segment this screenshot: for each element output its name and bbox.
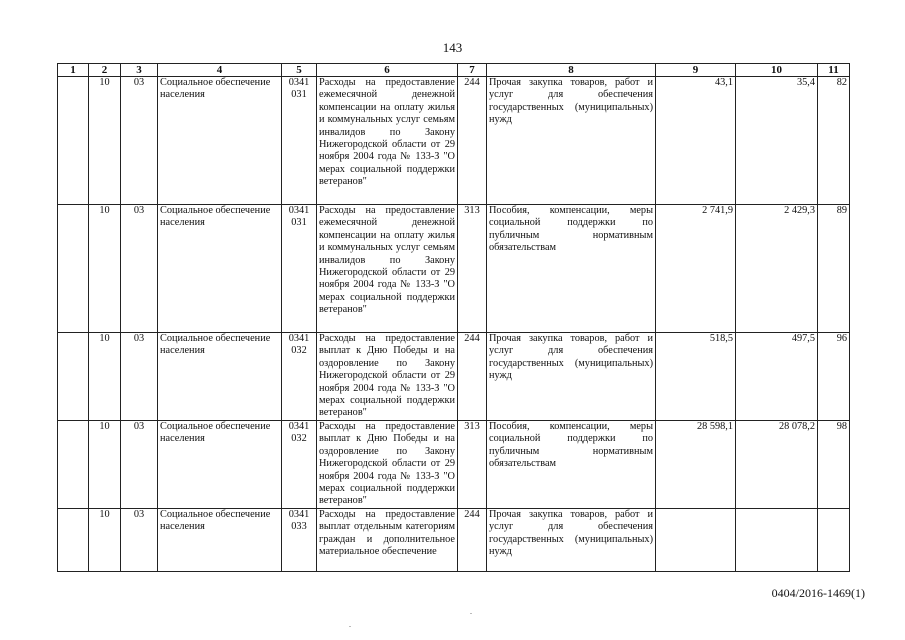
subsection-cell: 03 (121, 333, 158, 421)
column-header: 5 (282, 64, 317, 77)
table-row (58, 205, 850, 333)
expense-type-name-cell: Пособия, компенсации, меры социальной поддержки по публичным нормативным обязательствам (487, 205, 656, 333)
page-number: 143 (442, 40, 463, 55)
table-row (58, 333, 850, 421)
expense-description-cell: Расходы на предоставление выплат отдельным категориям граждан и дополнительное материальное обеспечение (317, 509, 458, 572)
section-cell: 10 (89, 421, 121, 509)
column-header: 9 (656, 64, 736, 77)
planned-amount-cell: 518,5 (656, 333, 736, 421)
column-header: 1 (58, 64, 89, 77)
actual-amount-cell: 497,5 (736, 333, 818, 421)
row-number-cell (58, 333, 89, 421)
planned-amount-cell: 2 741,9 (656, 205, 736, 333)
percent-cell (818, 509, 850, 572)
column-header: 10 (736, 64, 818, 77)
document-code: 0404/2016-1469(1) (771, 586, 865, 600)
planned-amount-cell: 43,1 (656, 77, 736, 205)
expense-type-code-cell: 313 (458, 205, 487, 333)
percent-cell: 82 (818, 77, 850, 205)
header-row (58, 64, 850, 77)
subsection-cell: 03 (121, 77, 158, 205)
expense-type-name-cell: Прочая закупка товаров, работ и услуг для обеспечения государственных (муниципальных) нужд (487, 509, 656, 572)
actual-amount-cell: 28 078,2 (736, 421, 818, 509)
section-cell: 10 (89, 205, 121, 333)
expense-type-name-cell: Прочая закупка товаров, работ и услуг для обеспечения государственных (муниципальных) нужд (487, 333, 656, 421)
actual-amount-cell: 35,4 (736, 77, 818, 205)
percent-cell: 98 (818, 421, 850, 509)
percent-cell: 96 (818, 333, 850, 421)
expense-type-code-cell: 244 (458, 333, 487, 421)
section-name-cell: Социальное обеспечение населения (158, 333, 282, 421)
target-article-cell: 0341 033 (282, 509, 317, 572)
expense-type-code-cell: 244 (458, 77, 487, 205)
expense-description-cell: Расходы на предоставление ежемесячной денежной компенсации на оплату жилья и коммунальных услуг семьям инвалидов по Закону Нижегородской области от 29 ноября 2004 года № 133-З "О мерах социальной поддержки ветеранов" (317, 205, 458, 333)
scan-speck (349, 626, 351, 627)
column-header: 8 (487, 64, 656, 77)
target-article-cell: 0341 032 (282, 333, 317, 421)
table-row (58, 421, 850, 509)
column-header: 2 (89, 64, 121, 77)
column-header: 11 (818, 64, 850, 77)
subsection-cell: 03 (121, 205, 158, 333)
budget-table (57, 63, 850, 572)
expense-type-code-cell: 244 (458, 509, 487, 572)
row-number-cell (58, 77, 89, 205)
column-header: 6 (317, 64, 458, 77)
row-number-cell (58, 509, 89, 572)
scan-speck (470, 613, 472, 614)
row-number-cell (58, 205, 89, 333)
actual-amount-cell: 2 429,3 (736, 205, 818, 333)
target-article-cell: 0341 032 (282, 421, 317, 509)
subsection-cell: 03 (121, 421, 158, 509)
section-cell: 10 (89, 509, 121, 572)
section-name-cell: Социальное обеспечение населения (158, 421, 282, 509)
subsection-cell: 03 (121, 509, 158, 572)
expense-type-name-cell: Прочая закупка товаров, работ и услуг для обеспечения государственных (муниципальных) нужд (487, 77, 656, 205)
section-name-cell: Социальное обеспечение населения (158, 509, 282, 572)
target-article-cell: 0341 031 (282, 77, 317, 205)
section-cell: 10 (89, 77, 121, 205)
section-name-cell: Социальное обеспечение населения (158, 205, 282, 333)
column-header: 7 (458, 64, 487, 77)
planned-amount-cell (656, 509, 736, 572)
section-cell: 10 (89, 333, 121, 421)
row-number-cell (58, 421, 89, 509)
planned-amount-cell: 28 598,1 (656, 421, 736, 509)
column-header: 3 (121, 64, 158, 77)
target-article-cell: 0341 031 (282, 205, 317, 333)
percent-cell: 89 (818, 205, 850, 333)
expense-description-cell: Расходы на предоставление ежемесячной денежной компенсации на оплату жилья и коммунальных услуг семьям инвалидов по Закону Нижегородской области от 29 ноября 2004 года № 133-З "О мерах социальной поддержки ветеранов" (317, 77, 458, 205)
actual-amount-cell (736, 509, 818, 572)
expense-type-name-cell: Пособия, компенсации, меры социальной поддержки по публичным нормативным обязательствам (487, 421, 656, 509)
column-header: 4 (158, 64, 282, 77)
expense-type-code-cell: 313 (458, 421, 487, 509)
expense-description-cell: Расходы на предоставление выплат к Дню Победы и на оздоровление по Закону Нижегородской области от 29 ноября 2004 года № 133-З "О мерах социальной поддержки ветеранов" (317, 421, 458, 509)
table-row (58, 509, 850, 572)
expense-description-cell: Расходы на предоставление выплат к Дню Победы и на оздоровление по Закону Нижегородской области от 29 ноября 2004 года № 133-З "О мерах социальной поддержки ветеранов" (317, 333, 458, 421)
section-name-cell: Социальное обеспечение населения (158, 77, 282, 205)
table-row (58, 77, 850, 205)
